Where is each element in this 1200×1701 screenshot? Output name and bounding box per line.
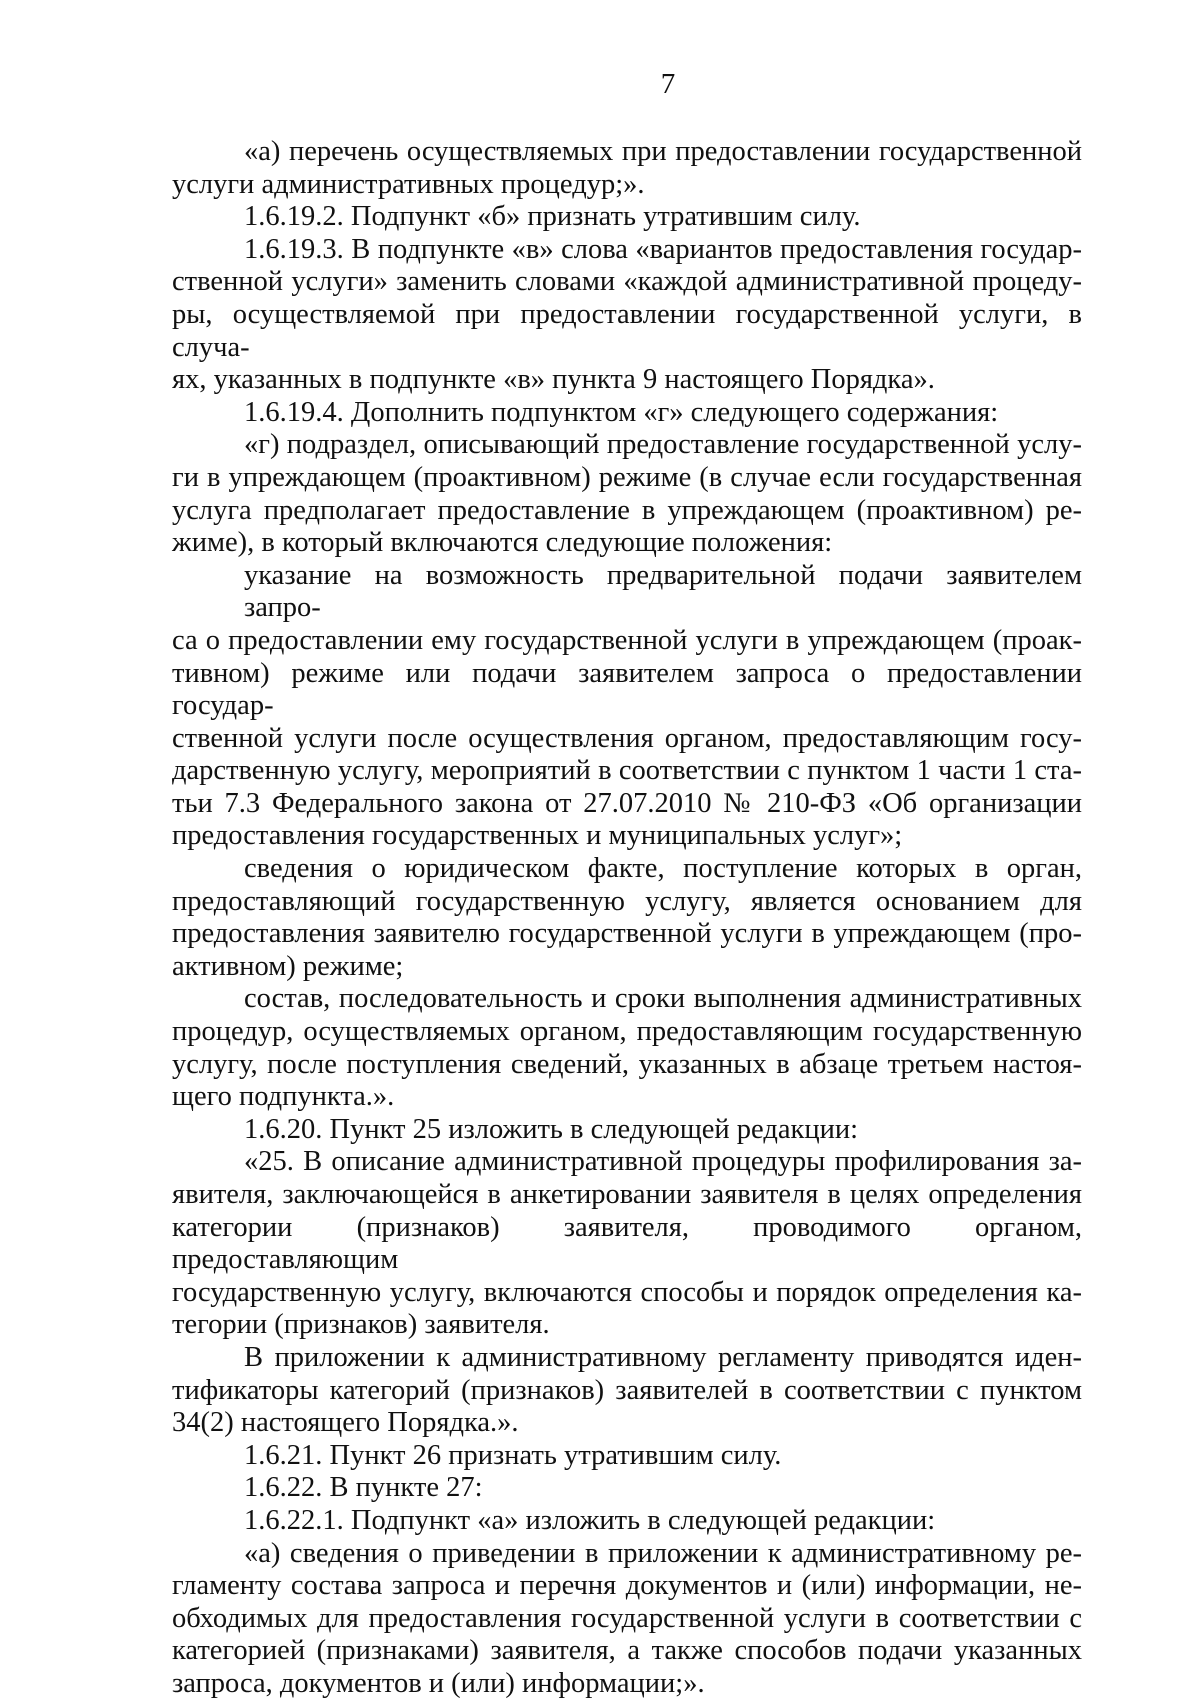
text-line: ры, осуществляемой при предоставлении государственной услуги, в случа-	[172, 298, 1082, 363]
text-line: услуги административных процедур;».	[172, 168, 645, 200]
text-line: 1.6.22. В пункте 27:	[244, 1472, 483, 1504]
paragraph	[172, 1440, 1082, 1473]
text-line: тификаторы категорий (признаков) заявителей в соответствии с пунктом	[172, 1374, 1082, 1406]
paragraph	[172, 136, 1082, 201]
text-line: «25. В описание административной процедуры профилирования за-	[244, 1146, 1082, 1178]
text-line: ственной услуги после осуществления органом, предоставляющим госу-	[172, 722, 1082, 754]
paragraph	[172, 234, 1082, 397]
text-line: «а) перечень осуществляемых при предоставлении государственной	[244, 136, 1082, 167]
text-line: явителя, заключающейся в анкетировании заявителя в целях определения	[172, 1179, 1082, 1210]
text-line: услугу, после поступления сведений, указанных в абзаце третьем настоя-	[172, 1048, 1082, 1080]
text-line: услуга предполагает предоставление в упреждающем (проактивном) ре-	[172, 494, 1082, 526]
paragraph	[172, 1538, 1082, 1701]
paragraph	[172, 1505, 1082, 1538]
text-line: ях, указанных в подпункте «в» пункта 9 настоящего Порядка».	[172, 364, 935, 396]
paragraph	[172, 1146, 1082, 1342]
paragraph	[172, 201, 1082, 234]
text-line: тьи 7.3 Федерального закона от 27.07.2010 № 210-ФЗ «Об организации	[172, 787, 1082, 819]
paragraph	[172, 853, 1082, 983]
text-line: ственной услуги» заменить словами «каждой административной процеду-	[172, 266, 1082, 298]
text-line: запроса, документов и (или) информации;».	[172, 1667, 705, 1699]
paragraph	[172, 429, 1082, 559]
page-number: 7	[660, 68, 676, 100]
text-line: гламенту состава запроса и перечня документов и (или) информации, не-	[172, 1570, 1082, 1602]
text-line: активном) режиме;	[172, 950, 404, 982]
text-line: предоставления государственных и муниципальных услуг»;	[172, 820, 903, 852]
paragraph	[172, 983, 1082, 1113]
text-line: государственную услугу, включаются способы и порядок определения ка-	[172, 1276, 1082, 1308]
text-line: процедур, осуществляемых органом, предоставляющим государственную	[172, 1016, 1082, 1048]
text-line: 1.6.20. Пункт 25 изложить в следующей редакции:	[244, 1113, 858, 1145]
text-line: сведения о юридическом факте, поступление которых в орган,	[244, 853, 1082, 885]
text-line: 1.6.22.1. Подпункт «а» изложить в следующей редакции:	[244, 1504, 936, 1536]
text-line: состав, последовательность и сроки выполнения административных	[244, 983, 1082, 1015]
paragraph	[172, 1472, 1082, 1505]
text-line: предоставления заявителю государственной услуги в упреждающем (про-	[172, 918, 1082, 950]
text-line: 1.6.19.3. В подпункте «в» слова «вариантов предоставления государ-	[244, 233, 1082, 265]
text-line: тегории (признаков) заявителя.	[172, 1309, 550, 1341]
paragraph	[172, 397, 1082, 430]
text-line: указание на возможность предварительной подачи заявителем запро-	[244, 559, 1082, 624]
text-line: жиме), в который включаются следующие положения:	[172, 527, 833, 559]
text-line: 34(2) настоящего Порядка.».	[172, 1407, 519, 1439]
text-line: 1.6.19.2. Подпункт «б» признать утратившим силу.	[244, 201, 861, 233]
paragraph	[172, 1342, 1082, 1440]
text-line: 1.6.21. Пункт 26 признать утратившим силу.	[244, 1439, 782, 1471]
paragraph	[172, 560, 1082, 853]
text-line: са о предоставлении ему государственной услуги в упреждающем (проак-	[172, 624, 1082, 656]
text-line: 1.6.19.4. Дополнить подпунктом «г» следующего содержания:	[244, 396, 999, 428]
document-body	[172, 136, 1082, 1701]
text-line: дарственную услугу, мероприятий в соответствии с пунктом 1 части 1 ста-	[172, 755, 1082, 787]
text-line: «г) подраздел, описывающий предоставление государственной услу-	[244, 429, 1082, 461]
text-line: категории (признаков) заявителя, проводимого органом, предоставляющим	[172, 1211, 1082, 1276]
paragraph	[172, 1114, 1082, 1147]
text-line: категорией (признаками) заявителя, а также способов подачи указанных	[172, 1635, 1082, 1667]
text-line: тивном) режиме или подачи заявителем запроса о предоставлении государ-	[172, 657, 1082, 722]
text-line: щего подпункта.».	[172, 1081, 395, 1113]
text-line: обходимых для предоставления государственной услуги в соответствии с	[172, 1602, 1082, 1634]
text-line: В приложении к административному регламенту приводятся иден-	[244, 1341, 1082, 1373]
text-line: ги в упреждающем (проактивном) режиме (в случае если государственная	[172, 461, 1082, 493]
text-line: предоставляющий государственную услугу, является основанием для	[172, 885, 1082, 917]
text-line: «а) сведения о приведении в приложении к административному ре-	[244, 1537, 1082, 1569]
